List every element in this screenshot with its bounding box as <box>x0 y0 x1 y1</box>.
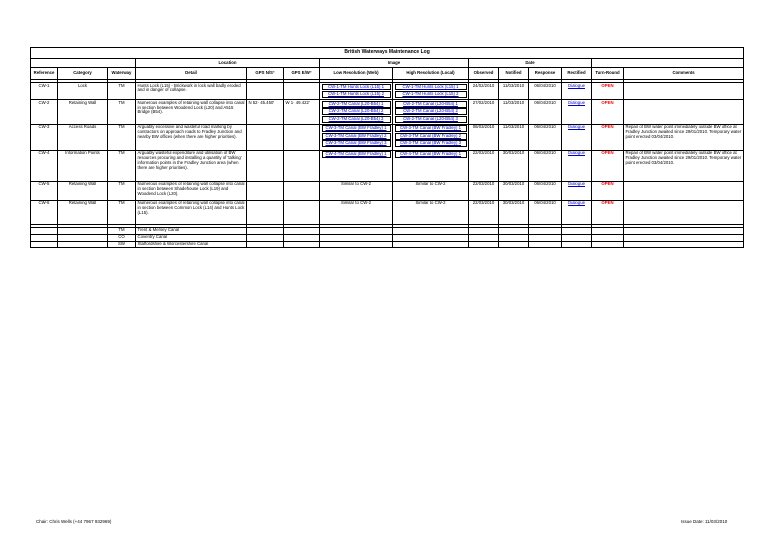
legend-name: Staffordshire & Worcestershire Canal <box>136 241 247 248</box>
header-low-res: Low Resolution (Web) <box>320 68 393 80</box>
cell-rectified <box>562 100 592 125</box>
cell-observed: 24/02/2010 <box>469 83 499 100</box>
cell-waterway: TM <box>108 181 136 200</box>
cell-detail: Numerous examples of retaining wall collapse into canal in section between Common Lock (L14) and Hunts Lock (L15). <box>136 200 247 224</box>
cell-gps-ew <box>284 83 320 100</box>
group-image: Image <box>320 59 469 68</box>
high-res-image-link[interactable]: CW-1-TM Hunts Lock (L15) 2 <box>395 91 467 98</box>
rectified-dialogue-link[interactable]: Dialogue <box>568 124 585 130</box>
cell-rectified <box>562 150 592 181</box>
header-gps-ns: GPS N/S° <box>247 68 284 80</box>
cell-notified: 30/03/2010 <box>499 181 529 200</box>
header-notified: Notified <box>499 68 529 80</box>
cell-detail: Numerous examples of retaining wall collapse into canal in section between Woodend Lock (L20) and A515 Bridge (B54). <box>136 100 247 125</box>
header-rectified: Rectified <box>562 68 592 80</box>
cell-notified: 11/03/2010 <box>499 83 529 100</box>
cell-waterway: TM <box>108 150 136 181</box>
cell-comments <box>624 181 744 200</box>
cell-gps-ew <box>284 200 320 224</box>
status-badge: OPEN <box>592 181 624 200</box>
header-high-res: High Resolution (Local) <box>393 68 469 80</box>
header-comments: Comments <box>624 68 744 80</box>
high-res-image-link[interactable]: CW-1-TM Hunts Lock (L15) 1 <box>395 84 467 91</box>
high-res-image-link[interactable]: CW-3-TM Canal (BW Fradley) 1 <box>395 125 467 132</box>
cell-gps-ew <box>284 124 320 150</box>
cell-reference: CW-5 <box>31 181 58 200</box>
header-category: Category <box>58 68 108 80</box>
cell-high-res: Similar to CW-2 <box>393 181 469 200</box>
table-row <box>31 150 744 181</box>
cell-rectified <box>562 181 592 200</box>
header-waterway: Waterway <box>108 68 136 80</box>
cell-observed: 22/03/2010 <box>469 150 499 181</box>
cell-response: 06/04/2010 <box>529 100 562 125</box>
cell-notified: 30/03/2010 <box>499 150 529 181</box>
legend-row <box>31 234 744 241</box>
status-badge: OPEN <box>592 150 624 181</box>
table-row <box>31 200 744 224</box>
cell-response: 06/04/2010 <box>529 181 562 200</box>
cell-detail: Arguably excessive and wasteful road marking by contractors on approach roads to Fradley Junction and nearby BW offices (when there are higher priorities). <box>136 124 247 150</box>
low-res-image-link[interactable]: CW-3-TM Canal (BW Fradley) 3 <box>322 140 391 147</box>
cell-low-res: Similar to CW-2 <box>320 200 393 224</box>
cell-low-res <box>320 83 393 100</box>
cell-high-res: Similar to CW-2 <box>393 200 469 224</box>
cell-gps-ew: W 1· 49.422' <box>284 100 320 125</box>
rectified-dialogue-link[interactable]: Dialogue <box>568 181 585 187</box>
group-date: Date <box>469 59 592 68</box>
high-res-image-link[interactable]: CW-4-TM Canal (BW Fradley) 1 <box>395 151 467 158</box>
cell-gps-ns <box>247 181 284 200</box>
cell-high-res <box>393 83 469 100</box>
log-title: British Waterways Maintenance Log <box>31 48 744 59</box>
legend-row <box>31 241 744 248</box>
cell-response: 06/04/2010 <box>529 83 562 100</box>
cell-gps-ns <box>247 124 284 150</box>
cell-category: Lock <box>58 83 108 100</box>
legend-name: Trent & Mersey Canal <box>136 227 247 234</box>
cell-reference: CW-1 <box>31 83 58 100</box>
cell-reference: CW-6 <box>31 200 58 224</box>
status-badge: OPEN <box>592 83 624 100</box>
low-res-image-link[interactable]: CW-2-TM Canal (L20-B54) 2 <box>322 108 391 115</box>
header-turn-round: Turn-Round <box>592 68 624 80</box>
cell-high-res <box>393 124 469 150</box>
high-res-image-link[interactable]: CW-2-TM Canal (L20-B54) 3 <box>395 116 467 123</box>
cell-waterway: TM <box>108 83 136 100</box>
cell-comments <box>624 100 744 125</box>
rectified-dialogue-link[interactable]: Dialogue <box>568 99 585 105</box>
header-gps-ew: GPS E/W° <box>284 68 320 80</box>
status-badge: OPEN <box>592 100 624 125</box>
cell-low-res <box>320 100 393 125</box>
cell-reference: CW-2 <box>31 100 58 125</box>
legend-code: CO <box>108 234 136 241</box>
high-res-image-link[interactable]: CW-3-TM Canal (BW Fradley) 3 <box>395 140 467 147</box>
cell-low-res: Similar to CW-2 <box>320 181 393 200</box>
table-row <box>31 83 744 100</box>
group-blank-right <box>592 59 744 68</box>
cell-notified: 11/03/2010 <box>499 124 529 150</box>
low-res-image-link[interactable]: CW-1-TM Hunts Lock (L15) 2 <box>322 91 391 98</box>
rectified-dialogue-link[interactable]: Dialogue <box>568 82 585 88</box>
cell-detail: Hunts Lock (L15) - Brickwork in lock wall badly eroded and in danger of collapse. <box>136 83 247 100</box>
low-res-image-link[interactable]: CW-3-TM Canal (BW Fradley) 1 <box>322 125 391 132</box>
cell-gps-ns <box>247 150 284 181</box>
rectified-dialogue-link[interactable]: Dialogue <box>568 150 585 156</box>
legend-code: TM <box>108 227 136 234</box>
cell-comments <box>624 200 744 224</box>
table-row <box>31 181 744 200</box>
cell-waterway: TM <box>108 200 136 224</box>
cell-high-res <box>393 150 469 181</box>
cell-high-res <box>393 100 469 125</box>
low-res-image-link[interactable]: CW-3-TM Canal (BW Fradley) 2 <box>322 133 391 140</box>
cell-observed: 22/03/2010 <box>469 200 499 224</box>
low-res-image-link[interactable]: CW-1-TM Hunts Lock (L15) 1 <box>322 84 391 91</box>
cell-low-res <box>320 150 393 181</box>
group-blank-left <box>31 59 136 68</box>
cell-detail: Numerous examples of retaining wall collapse into canal in section between Shadehouse Lock (L19) and Woodend Lock (L20). <box>136 181 247 200</box>
cell-comments: Repair of BW water point immediately outside BW office at Fradley Junction awaited since 29/01/2010. Temporary water point erected 03/04/2010. <box>624 124 744 150</box>
legend-name: Coventry Canal <box>136 234 247 241</box>
status-badge: OPEN <box>592 200 624 224</box>
legend-row <box>31 227 744 234</box>
cell-gps-ew <box>284 150 320 181</box>
low-res-image-link[interactable]: CW-4-TM Canal (BW Fradley) 1 <box>322 151 391 158</box>
footer-issue-date: Issue Date: 11/03/2010 <box>681 519 728 524</box>
high-res-image-link[interactable]: CW-2-TM Canal (L20-B54) 1 <box>395 101 467 108</box>
cell-rectified <box>562 83 592 100</box>
cell-gps-ns <box>247 83 284 100</box>
cell-response: 06/04/2010 <box>529 200 562 224</box>
table-row <box>31 124 744 150</box>
cell-response: 06/04/2010 <box>529 124 562 150</box>
table-row <box>31 100 744 125</box>
legend-code: SW <box>108 241 136 248</box>
cell-notified: 11/03/2010 <box>499 100 529 125</box>
cell-observed: 27/02/2010 <box>469 100 499 125</box>
maintenance-log-sheet <box>30 47 743 248</box>
cell-category: Access Roads <box>58 124 108 150</box>
high-res-image-link[interactable]: CW-3-TM Canal (BW Fradley) 2 <box>395 133 467 140</box>
header-reference: Reference <box>31 68 58 80</box>
status-badge: OPEN <box>592 124 624 150</box>
group-location: Location <box>136 59 320 68</box>
cell-rectified <box>562 200 592 224</box>
footer-chair-contact: Chair: Chris Wells (+44 7967 932969) <box>36 519 112 524</box>
header-observed: Observed <box>469 68 499 80</box>
cell-response: 06/04/2010 <box>529 150 562 181</box>
header-detail: Detail <box>136 68 247 80</box>
cell-category: Retaining Wall <box>58 200 108 224</box>
cell-rectified <box>562 124 592 150</box>
cell-reference: CW-3 <box>31 124 58 150</box>
low-res-image-link[interactable]: CW-2-TM Canal (L20-B54) 1 <box>322 101 391 108</box>
cell-comments: Repair of BW water point immediately outside BW office at Fradley Junction awaited since 29/01/2010. Temporary water point erected 03/04/2010. <box>624 150 744 181</box>
cell-comments <box>624 83 744 100</box>
maintenance-log-table <box>30 47 744 248</box>
high-res-image-link[interactable]: CW-2-TM Canal (L20-B54) 2 <box>395 108 467 115</box>
cell-observed: 22/03/2010 <box>469 181 499 200</box>
cell-observed: 08/03/2010 <box>469 124 499 150</box>
cell-detail: Arguably wasteful expenditure and utilisation of BW resources procuring and installing a quantity of 'talking' information points in the Fradley Junction area (when there are higher priorities). <box>136 150 247 181</box>
cell-reference: CW-4 <box>31 150 58 181</box>
low-res-image-link[interactable]: CW-2-TM Canal (L20-B54) 3 <box>322 116 391 123</box>
rectified-dialogue-link[interactable]: Dialogue <box>568 200 585 206</box>
cell-low-res <box>320 124 393 150</box>
cell-notified: 30/03/2010 <box>499 200 529 224</box>
header-response: Response <box>529 68 562 80</box>
cell-waterway: TM <box>108 124 136 150</box>
cell-waterway: TM <box>108 100 136 125</box>
cell-gps-ew <box>284 181 320 200</box>
cell-category: Retaining Wall <box>58 181 108 200</box>
cell-category: Retaining Wall <box>58 100 108 125</box>
cell-gps-ns <box>247 200 284 224</box>
cell-category: Information Points <box>58 150 108 181</box>
cell-gps-ns: N 52· 45.450' <box>247 100 284 125</box>
